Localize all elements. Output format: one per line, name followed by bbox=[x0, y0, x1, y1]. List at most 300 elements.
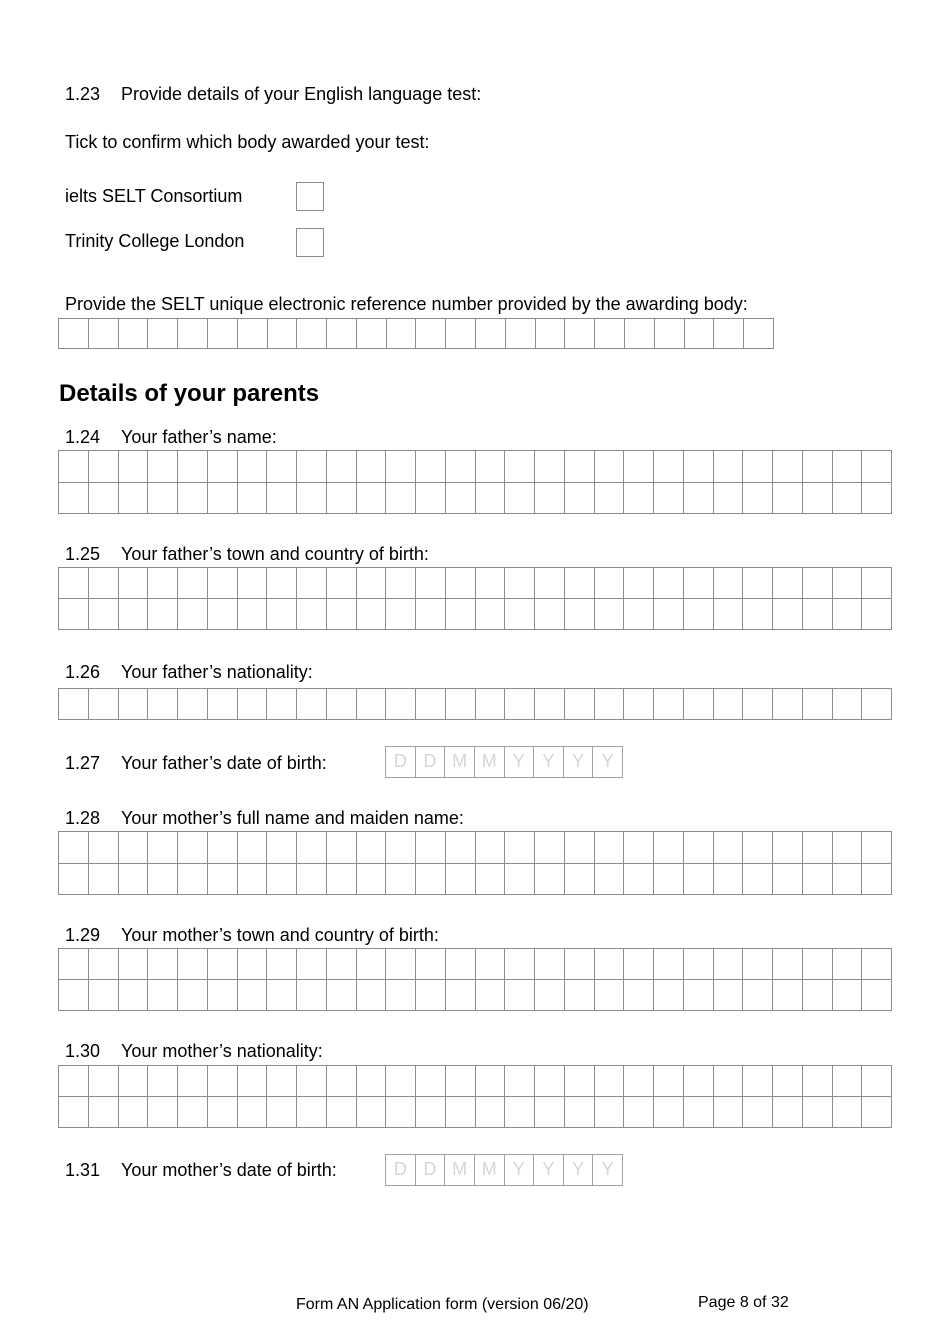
char-cell[interactable] bbox=[505, 980, 535, 1011]
char-cell[interactable] bbox=[743, 568, 773, 599]
char-cell[interactable] bbox=[238, 1066, 268, 1097]
char-cell[interactable] bbox=[119, 483, 149, 515]
char-cell[interactable] bbox=[416, 483, 446, 515]
char-cell[interactable] bbox=[59, 832, 89, 864]
char-cell[interactable] bbox=[416, 599, 446, 630]
char-cell[interactable] bbox=[59, 568, 89, 599]
char-cell[interactable] bbox=[386, 1097, 416, 1128]
char-cell[interactable] bbox=[833, 949, 863, 980]
char-cell[interactable] bbox=[357, 568, 387, 599]
char-cell[interactable] bbox=[773, 980, 803, 1011]
date-cell[interactable]: Y bbox=[505, 747, 535, 778]
char-cell[interactable] bbox=[327, 483, 357, 515]
char-cell[interactable] bbox=[595, 319, 625, 349]
char-cell[interactable] bbox=[535, 568, 565, 599]
date-cell[interactable]: D bbox=[416, 747, 446, 778]
char-cell[interactable] bbox=[565, 949, 595, 980]
char-cell[interactable] bbox=[743, 832, 773, 864]
char-cell[interactable] bbox=[773, 451, 803, 483]
char-cell[interactable] bbox=[357, 483, 387, 515]
char-cell[interactable] bbox=[446, 864, 476, 896]
char-cell[interactable] bbox=[357, 319, 387, 349]
char-cell[interactable] bbox=[714, 864, 744, 896]
char-cell[interactable] bbox=[535, 1066, 565, 1097]
char-cell[interactable] bbox=[565, 689, 595, 720]
mother-nationality-input[interactable] bbox=[58, 1065, 892, 1128]
date-cell[interactable]: Y bbox=[593, 747, 623, 778]
char-cell[interactable] bbox=[862, 451, 892, 483]
char-cell[interactable] bbox=[148, 832, 178, 864]
char-cell[interactable] bbox=[743, 980, 773, 1011]
char-cell[interactable] bbox=[595, 864, 625, 896]
char-cell[interactable] bbox=[238, 599, 268, 630]
char-cell[interactable] bbox=[327, 451, 357, 483]
char-cell[interactable] bbox=[595, 689, 625, 720]
char-cell[interactable] bbox=[803, 689, 833, 720]
char-cell[interactable] bbox=[773, 1097, 803, 1128]
char-cell[interactable] bbox=[714, 1066, 744, 1097]
char-cell[interactable] bbox=[446, 1066, 476, 1097]
char-cell[interactable] bbox=[535, 483, 565, 515]
char-cell[interactable] bbox=[208, 1066, 238, 1097]
char-cell[interactable] bbox=[803, 483, 833, 515]
char-cell[interactable] bbox=[297, 864, 327, 896]
char-cell[interactable] bbox=[387, 319, 417, 349]
char-cell[interactable] bbox=[386, 568, 416, 599]
char-cell[interactable] bbox=[714, 319, 744, 349]
char-cell[interactable] bbox=[833, 599, 863, 630]
char-cell[interactable] bbox=[505, 1066, 535, 1097]
char-cell[interactable] bbox=[178, 599, 208, 630]
char-cell[interactable] bbox=[357, 689, 387, 720]
char-cell[interactable] bbox=[148, 1097, 178, 1128]
char-cell[interactable] bbox=[833, 1066, 863, 1097]
char-cell[interactable] bbox=[119, 568, 149, 599]
char-cell[interactable] bbox=[476, 1066, 506, 1097]
char-cell[interactable] bbox=[416, 832, 446, 864]
char-cell[interactable] bbox=[327, 1066, 357, 1097]
char-cell[interactable] bbox=[148, 864, 178, 896]
char-cell[interactable] bbox=[833, 980, 863, 1011]
char-cell[interactable] bbox=[624, 832, 654, 864]
char-cell[interactable] bbox=[327, 864, 357, 896]
char-cell[interactable] bbox=[476, 599, 506, 630]
char-cell[interactable] bbox=[59, 1097, 89, 1128]
char-cell[interactable] bbox=[357, 980, 387, 1011]
char-cell[interactable] bbox=[89, 319, 119, 349]
char-cell[interactable] bbox=[833, 451, 863, 483]
char-cell[interactable] bbox=[595, 483, 625, 515]
char-cell[interactable] bbox=[446, 832, 476, 864]
char-cell[interactable] bbox=[416, 949, 446, 980]
char-cell[interactable] bbox=[862, 689, 892, 720]
char-cell[interactable] bbox=[565, 1066, 595, 1097]
char-cell[interactable] bbox=[386, 1066, 416, 1097]
char-cell[interactable] bbox=[357, 832, 387, 864]
char-cell[interactable] bbox=[743, 1097, 773, 1128]
char-cell[interactable] bbox=[833, 689, 863, 720]
char-cell[interactable] bbox=[654, 568, 684, 599]
char-cell[interactable] bbox=[178, 1097, 208, 1128]
char-cell[interactable] bbox=[624, 568, 654, 599]
char-cell[interactable] bbox=[773, 864, 803, 896]
char-cell[interactable] bbox=[416, 980, 446, 1011]
char-cell[interactable] bbox=[416, 451, 446, 483]
char-cell[interactable] bbox=[238, 451, 268, 483]
char-cell[interactable] bbox=[297, 980, 327, 1011]
char-cell[interactable] bbox=[744, 319, 774, 349]
char-cell[interactable] bbox=[714, 980, 744, 1011]
char-cell[interactable] bbox=[714, 832, 744, 864]
char-cell[interactable] bbox=[148, 599, 178, 630]
char-cell[interactable] bbox=[267, 568, 297, 599]
char-cell[interactable] bbox=[238, 1097, 268, 1128]
char-cell[interactable] bbox=[565, 451, 595, 483]
char-cell[interactable] bbox=[238, 980, 268, 1011]
char-cell[interactable] bbox=[148, 1066, 178, 1097]
char-cell[interactable] bbox=[684, 599, 714, 630]
char-cell[interactable] bbox=[862, 949, 892, 980]
char-cell[interactable] bbox=[833, 1097, 863, 1128]
char-cell[interactable] bbox=[238, 864, 268, 896]
char-cell[interactable] bbox=[535, 451, 565, 483]
char-cell[interactable] bbox=[565, 568, 595, 599]
char-cell[interactable] bbox=[89, 689, 119, 720]
char-cell[interactable] bbox=[119, 1097, 149, 1128]
char-cell[interactable] bbox=[505, 1097, 535, 1128]
char-cell[interactable] bbox=[238, 832, 268, 864]
char-cell[interactable] bbox=[89, 568, 119, 599]
char-cell[interactable] bbox=[595, 832, 625, 864]
char-cell[interactable] bbox=[386, 599, 416, 630]
char-cell[interactable] bbox=[743, 451, 773, 483]
char-cell[interactable] bbox=[624, 1066, 654, 1097]
char-cell[interactable] bbox=[89, 599, 119, 630]
char-cell[interactable] bbox=[743, 483, 773, 515]
char-cell[interactable] bbox=[862, 1097, 892, 1128]
char-cell[interactable] bbox=[386, 864, 416, 896]
char-cell[interactable] bbox=[684, 483, 714, 515]
char-cell[interactable] bbox=[654, 832, 684, 864]
char-cell[interactable] bbox=[208, 599, 238, 630]
char-cell[interactable] bbox=[267, 689, 297, 720]
char-cell[interactable] bbox=[357, 864, 387, 896]
char-cell[interactable] bbox=[565, 319, 595, 349]
char-cell[interactable] bbox=[89, 1097, 119, 1128]
char-cell[interactable] bbox=[148, 319, 178, 349]
char-cell[interactable] bbox=[267, 599, 297, 630]
char-cell[interactable] bbox=[476, 451, 506, 483]
char-cell[interactable] bbox=[386, 980, 416, 1011]
char-cell[interactable] bbox=[803, 949, 833, 980]
char-cell[interactable] bbox=[446, 949, 476, 980]
char-cell[interactable] bbox=[654, 864, 684, 896]
char-cell[interactable] bbox=[446, 319, 476, 349]
char-cell[interactable] bbox=[119, 599, 149, 630]
char-cell[interactable] bbox=[535, 1097, 565, 1128]
date-cell[interactable]: Y bbox=[593, 1155, 623, 1186]
char-cell[interactable] bbox=[268, 319, 298, 349]
char-cell[interactable] bbox=[655, 319, 685, 349]
char-cell[interactable] bbox=[178, 949, 208, 980]
char-cell[interactable] bbox=[327, 319, 357, 349]
char-cell[interactable] bbox=[59, 949, 89, 980]
char-cell[interactable] bbox=[267, 483, 297, 515]
mother-name-input[interactable] bbox=[58, 831, 892, 895]
char-cell[interactable] bbox=[714, 1097, 744, 1128]
char-cell[interactable] bbox=[684, 568, 714, 599]
char-cell[interactable] bbox=[714, 483, 744, 515]
char-cell[interactable] bbox=[476, 483, 506, 515]
char-cell[interactable] bbox=[208, 689, 238, 720]
char-cell[interactable] bbox=[476, 832, 506, 864]
char-cell[interactable] bbox=[535, 599, 565, 630]
char-cell[interactable] bbox=[773, 599, 803, 630]
char-cell[interactable] bbox=[119, 689, 149, 720]
char-cell[interactable] bbox=[267, 949, 297, 980]
char-cell[interactable] bbox=[208, 949, 238, 980]
date-cell[interactable]: Y bbox=[534, 747, 564, 778]
char-cell[interactable] bbox=[476, 568, 506, 599]
char-cell[interactable] bbox=[862, 832, 892, 864]
char-cell[interactable] bbox=[505, 689, 535, 720]
char-cell[interactable] bbox=[625, 319, 655, 349]
char-cell[interactable] bbox=[803, 1066, 833, 1097]
char-cell[interactable] bbox=[773, 568, 803, 599]
char-cell[interactable] bbox=[565, 1097, 595, 1128]
char-cell[interactable] bbox=[178, 451, 208, 483]
char-cell[interactable] bbox=[565, 483, 595, 515]
char-cell[interactable] bbox=[119, 451, 149, 483]
char-cell[interactable] bbox=[89, 451, 119, 483]
char-cell[interactable] bbox=[267, 451, 297, 483]
char-cell[interactable] bbox=[208, 864, 238, 896]
char-cell[interactable] bbox=[386, 832, 416, 864]
char-cell[interactable] bbox=[59, 319, 89, 349]
char-cell[interactable] bbox=[803, 980, 833, 1011]
char-cell[interactable] bbox=[327, 568, 357, 599]
char-cell[interactable] bbox=[446, 568, 476, 599]
char-cell[interactable] bbox=[208, 483, 238, 515]
trinity-checkbox[interactable] bbox=[296, 228, 324, 257]
mother-birthplace-input[interactable] bbox=[58, 948, 892, 1011]
char-cell[interactable] bbox=[89, 1066, 119, 1097]
char-cell[interactable] bbox=[654, 949, 684, 980]
char-cell[interactable] bbox=[386, 451, 416, 483]
char-cell[interactable] bbox=[297, 483, 327, 515]
char-cell[interactable] bbox=[535, 864, 565, 896]
char-cell[interactable] bbox=[297, 568, 327, 599]
char-cell[interactable] bbox=[595, 1097, 625, 1128]
char-cell[interactable] bbox=[565, 832, 595, 864]
char-cell[interactable] bbox=[208, 568, 238, 599]
char-cell[interactable] bbox=[536, 319, 566, 349]
char-cell[interactable] bbox=[654, 689, 684, 720]
char-cell[interactable] bbox=[89, 980, 119, 1011]
ielts-checkbox[interactable] bbox=[296, 182, 324, 211]
char-cell[interactable] bbox=[446, 689, 476, 720]
date-cell[interactable]: D bbox=[416, 1155, 446, 1186]
char-cell[interactable] bbox=[89, 864, 119, 896]
char-cell[interactable] bbox=[714, 451, 744, 483]
char-cell[interactable] bbox=[505, 599, 535, 630]
char-cell[interactable] bbox=[208, 319, 238, 349]
char-cell[interactable] bbox=[654, 1097, 684, 1128]
char-cell[interactable] bbox=[89, 949, 119, 980]
char-cell[interactable] bbox=[148, 483, 178, 515]
char-cell[interactable] bbox=[148, 689, 178, 720]
char-cell[interactable] bbox=[148, 451, 178, 483]
char-cell[interactable] bbox=[416, 1097, 446, 1128]
char-cell[interactable] bbox=[595, 949, 625, 980]
char-cell[interactable] bbox=[595, 568, 625, 599]
char-cell[interactable] bbox=[59, 599, 89, 630]
char-cell[interactable] bbox=[386, 949, 416, 980]
char-cell[interactable] bbox=[714, 689, 744, 720]
char-cell[interactable] bbox=[297, 599, 327, 630]
char-cell[interactable] bbox=[654, 1066, 684, 1097]
char-cell[interactable] bbox=[803, 832, 833, 864]
char-cell[interactable] bbox=[714, 599, 744, 630]
char-cell[interactable] bbox=[238, 319, 268, 349]
char-cell[interactable] bbox=[208, 1097, 238, 1128]
char-cell[interactable] bbox=[327, 832, 357, 864]
char-cell[interactable] bbox=[684, 832, 714, 864]
char-cell[interactable] bbox=[862, 568, 892, 599]
char-cell[interactable] bbox=[535, 689, 565, 720]
char-cell[interactable] bbox=[148, 949, 178, 980]
char-cell[interactable] bbox=[416, 319, 446, 349]
char-cell[interactable] bbox=[297, 689, 327, 720]
char-cell[interactable] bbox=[119, 1066, 149, 1097]
char-cell[interactable] bbox=[178, 319, 208, 349]
char-cell[interactable] bbox=[684, 864, 714, 896]
char-cell[interactable] bbox=[297, 1066, 327, 1097]
char-cell[interactable] bbox=[386, 689, 416, 720]
char-cell[interactable] bbox=[297, 832, 327, 864]
char-cell[interactable] bbox=[59, 980, 89, 1011]
char-cell[interactable] bbox=[476, 689, 506, 720]
char-cell[interactable] bbox=[803, 451, 833, 483]
char-cell[interactable] bbox=[267, 980, 297, 1011]
char-cell[interactable] bbox=[178, 689, 208, 720]
char-cell[interactable] bbox=[267, 864, 297, 896]
char-cell[interactable] bbox=[297, 1097, 327, 1128]
char-cell[interactable] bbox=[476, 319, 506, 349]
char-cell[interactable] bbox=[327, 949, 357, 980]
char-cell[interactable] bbox=[238, 568, 268, 599]
char-cell[interactable] bbox=[446, 451, 476, 483]
char-cell[interactable] bbox=[654, 483, 684, 515]
mother-dob-input[interactable] bbox=[385, 1154, 623, 1186]
char-cell[interactable] bbox=[59, 689, 89, 720]
char-cell[interactable] bbox=[178, 980, 208, 1011]
char-cell[interactable] bbox=[505, 451, 535, 483]
char-cell[interactable] bbox=[267, 1066, 297, 1097]
char-cell[interactable] bbox=[803, 599, 833, 630]
char-cell[interactable] bbox=[267, 832, 297, 864]
char-cell[interactable] bbox=[565, 864, 595, 896]
char-cell[interactable] bbox=[208, 832, 238, 864]
char-cell[interactable] bbox=[446, 483, 476, 515]
char-cell[interactable] bbox=[624, 1097, 654, 1128]
char-cell[interactable] bbox=[624, 980, 654, 1011]
char-cell[interactable] bbox=[446, 980, 476, 1011]
char-cell[interactable] bbox=[743, 599, 773, 630]
char-cell[interactable] bbox=[267, 1097, 297, 1128]
char-cell[interactable] bbox=[684, 1097, 714, 1128]
father-dob-input[interactable] bbox=[385, 746, 623, 778]
char-cell[interactable] bbox=[833, 864, 863, 896]
char-cell[interactable] bbox=[862, 599, 892, 630]
date-cell[interactable]: Y bbox=[564, 747, 594, 778]
char-cell[interactable] bbox=[654, 980, 684, 1011]
char-cell[interactable] bbox=[476, 1097, 506, 1128]
char-cell[interactable] bbox=[773, 1066, 803, 1097]
char-cell[interactable] bbox=[833, 483, 863, 515]
char-cell[interactable] bbox=[565, 980, 595, 1011]
char-cell[interactable] bbox=[208, 980, 238, 1011]
char-cell[interactable] bbox=[654, 599, 684, 630]
char-cell[interactable] bbox=[119, 980, 149, 1011]
char-cell[interactable] bbox=[833, 832, 863, 864]
char-cell[interactable] bbox=[89, 832, 119, 864]
char-cell[interactable] bbox=[178, 483, 208, 515]
char-cell[interactable] bbox=[624, 949, 654, 980]
date-cell[interactable]: M bbox=[445, 1155, 475, 1186]
char-cell[interactable] bbox=[595, 599, 625, 630]
char-cell[interactable] bbox=[743, 689, 773, 720]
char-cell[interactable] bbox=[862, 1066, 892, 1097]
char-cell[interactable] bbox=[446, 1097, 476, 1128]
char-cell[interactable] bbox=[476, 980, 506, 1011]
char-cell[interactable] bbox=[773, 832, 803, 864]
char-cell[interactable] bbox=[59, 1066, 89, 1097]
char-cell[interactable] bbox=[773, 689, 803, 720]
char-cell[interactable] bbox=[327, 980, 357, 1011]
char-cell[interactable] bbox=[505, 864, 535, 896]
char-cell[interactable] bbox=[208, 451, 238, 483]
char-cell[interactable] bbox=[476, 864, 506, 896]
char-cell[interactable] bbox=[505, 832, 535, 864]
char-cell[interactable] bbox=[178, 568, 208, 599]
char-cell[interactable] bbox=[743, 1066, 773, 1097]
char-cell[interactable] bbox=[624, 599, 654, 630]
char-cell[interactable] bbox=[327, 599, 357, 630]
char-cell[interactable] bbox=[238, 689, 268, 720]
char-cell[interactable] bbox=[89, 483, 119, 515]
char-cell[interactable] bbox=[178, 864, 208, 896]
char-cell[interactable] bbox=[624, 483, 654, 515]
char-cell[interactable] bbox=[685, 319, 715, 349]
char-cell[interactable] bbox=[684, 689, 714, 720]
char-cell[interactable] bbox=[535, 949, 565, 980]
date-cell[interactable]: M bbox=[475, 1155, 505, 1186]
char-cell[interactable] bbox=[684, 949, 714, 980]
char-cell[interactable] bbox=[595, 1066, 625, 1097]
char-cell[interactable] bbox=[119, 949, 149, 980]
char-cell[interactable] bbox=[743, 949, 773, 980]
char-cell[interactable] bbox=[59, 864, 89, 896]
char-cell[interactable] bbox=[327, 1097, 357, 1128]
char-cell[interactable] bbox=[773, 949, 803, 980]
date-cell[interactable]: D bbox=[386, 1155, 416, 1186]
char-cell[interactable] bbox=[416, 1066, 446, 1097]
char-cell[interactable] bbox=[59, 451, 89, 483]
char-cell[interactable] bbox=[297, 319, 327, 349]
char-cell[interactable] bbox=[357, 1097, 387, 1128]
char-cell[interactable] bbox=[803, 1097, 833, 1128]
